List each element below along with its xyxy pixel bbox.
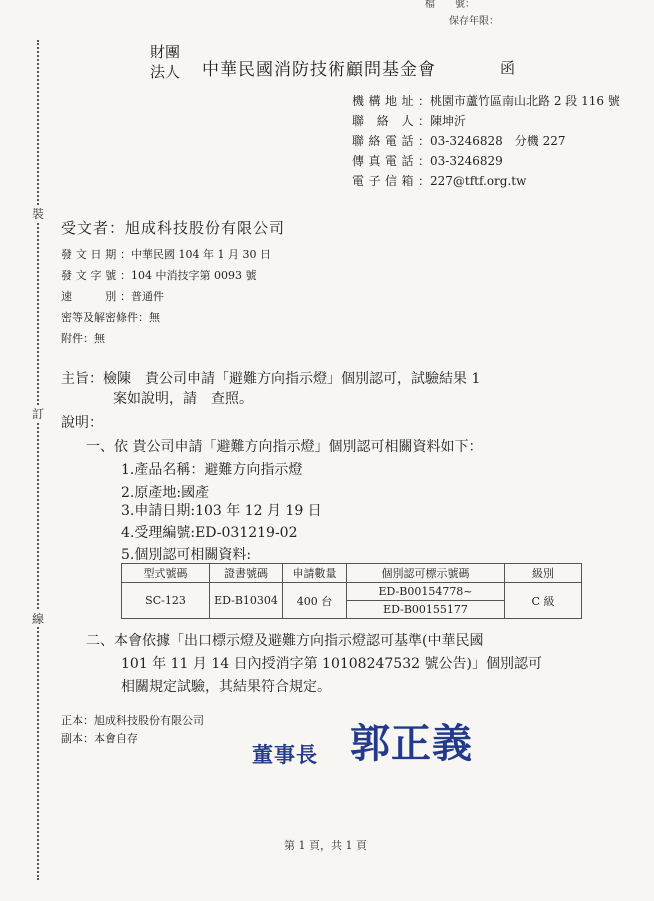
contact-address: 機構地址：桃園市蘆竹區南山北路 2 段 116 號 — [352, 94, 620, 108]
explanation-sub-5: 5.個別認可相關資料: — [121, 547, 252, 563]
cell-mark-end: ED-B00155177 — [347, 601, 505, 619]
permit-table — [121, 563, 582, 619]
cell-grade: C 級 — [505, 583, 582, 619]
explanation-sub-3: 3.申請日期:103 年 12 月 19 日 — [121, 503, 322, 519]
binding-mark-xian: 線 — [32, 612, 45, 626]
explanation-heading: 說明： — [61, 415, 103, 431]
org-prefix-line1: 財團 — [150, 43, 181, 61]
retention-label: 保存年限： — [449, 16, 499, 27]
cell-qty: 400 台 — [283, 583, 347, 619]
table-header-cert: 證書號碼 — [210, 564, 283, 583]
distribution-copy: 副本：本會自存 — [61, 732, 138, 745]
meta-block — [61, 244, 271, 349]
recipient: 受文者：旭成科技股份有限公司 — [61, 219, 286, 237]
binding-mark-ding: 訂 — [32, 407, 45, 421]
contact-fax: 傳真電話：03-3246829 — [352, 154, 503, 168]
distribution-original: 正本：旭成科技股份有限公司 — [61, 714, 204, 727]
org-name: 中華民國消防技術顧問基金會 — [202, 60, 436, 80]
table-header-row — [122, 564, 582, 583]
meta-attach: 附件：無 — [61, 332, 105, 345]
doc-type: 函 — [500, 59, 516, 77]
explanation-item-2-line1: 二、本會依據「出口標示燈及避難方向指示燈認可基準(中華民國 — [86, 633, 484, 649]
cell-mark-start: ED-B00154778~ — [347, 583, 505, 601]
meta-date: 發文日期：中華民國 104 年 1 月 30 日 — [61, 248, 271, 261]
explanation-sub-1: 1.產品名稱：避難方向指示燈 — [121, 462, 303, 478]
explanation-item-1: 一、依 貴公司申請「避難方向指示燈」個別認可相關資料如下： — [86, 439, 483, 455]
explanation-item-2-line2: 101 年 11 月 14 日內授消字第 10108247532 號公告)」個別認可 — [121, 656, 542, 672]
meta-secret: 密等及解密條件：無 — [61, 311, 160, 324]
table-header-mark: 個別認可標示號碼 — [347, 564, 505, 583]
binding-dotted-line — [37, 40, 39, 880]
org-prefix-line2: 法人 — [150, 63, 181, 81]
contact-block — [352, 91, 620, 191]
table-header-grade: 級別 — [505, 564, 582, 583]
cell-model: SC-123 — [122, 583, 210, 619]
cell-cert: ED-B10304 — [210, 583, 283, 619]
binding-mark-zhuang: 裝 — [32, 207, 45, 221]
explanation-item-2-line3: 相關規定試驗，其結果符合規定。 — [121, 679, 331, 695]
contact-email: 電子信箱：227@tftf.org.tw — [352, 174, 527, 188]
meta-speed: 速 別：普通件 — [61, 290, 164, 303]
signature-name: 郭正義 — [350, 720, 473, 767]
page-number: 第 1 頁，共 1 頁 — [284, 839, 367, 852]
contact-phone: 聯絡電話：03-3246828 分機 227 — [352, 134, 566, 148]
subject-line2: 案如說明，請 查照。 — [113, 391, 253, 407]
contact-person: 聯 絡 人：陳坤沂 — [352, 114, 467, 128]
subject-line1: 主旨：檢陳 貴公司申請「避難方向指示燈」個別認可，試驗結果 1 — [61, 371, 481, 387]
meta-number: 發文字號：104 中消技字第 0093 號 — [61, 269, 257, 282]
explanation-sub-2: 2.原產地:國產 — [121, 485, 210, 501]
table-header-qty: 申請數量 — [283, 564, 347, 583]
table-header-model: 型式號碼 — [122, 564, 210, 583]
explanation-sub-4: 4.受理編號:ED-031219-02 — [121, 525, 298, 541]
table-row — [122, 583, 582, 601]
signature-title: 董事長 — [252, 742, 318, 767]
file-number-label: 檔 號： — [425, 0, 475, 10]
